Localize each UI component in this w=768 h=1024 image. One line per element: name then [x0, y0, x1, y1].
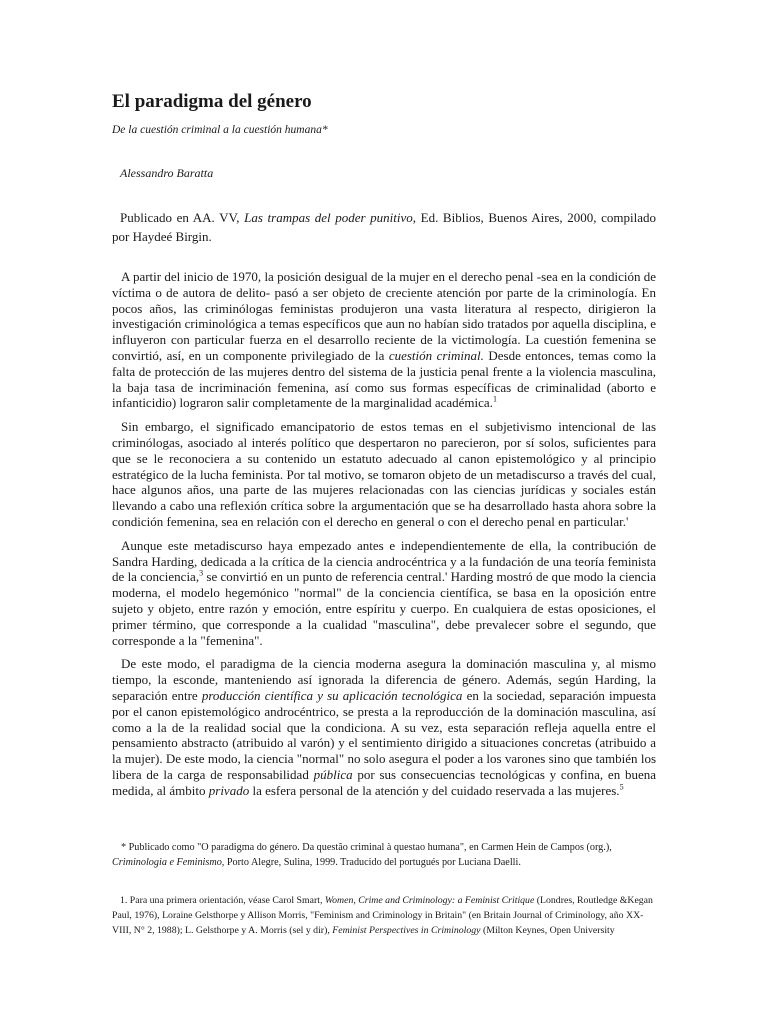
footnote-marker: 3	[199, 569, 204, 579]
emphasis-text: cuestión criminal.	[388, 347, 484, 363]
asterisk-footnote	[112, 840, 656, 870]
page-title: El paradigma del género	[112, 91, 312, 112]
reference-text: (Londres, Routledge &Kegan Paul, 1976), Loraine Gelsthorpe y Allison Morris, "Feminism and Criminology in Britain" (en Britain Journal of Criminology, año XX-VIII, N° 2, 1988); L. Gelsthorpe y A. Morris (sel y dir),	[112, 895, 653, 936]
body-text	[112, 269, 656, 807]
author-name: Alessandro Baratta	[120, 166, 214, 180]
paragraph-text: en la sociedad, separación impuesta por el canon epistemológico androcéntrico, se presta a la reproducción de la dominación masculina, así como a la de la realidad social que la condiciona. A su vez, esta separación refleja aquella entre el pensamiento abstracto (atribuido al varón) y el sentimiento dirigido a situaciones concretas (atribuido a la mujer). De este modo, la ciencia "normal" no solo asegura el poder a los varones sino que también los libera de la carga de responsabilidad	[112, 687, 656, 782]
paragraph-1	[112, 269, 656, 411]
publication-book-title: Las trampas del poder punitivo,	[244, 210, 417, 225]
publication-note-text: Ed. Biblios, Buenos Aires, 2000, compilado por Haydeé Birgin.	[112, 210, 656, 244]
page-subtitle: De la cuestión criminal a la cuestión humana*	[112, 124, 328, 136]
paragraph-2: Sin embargo, el significado emancipatorio de estos temas en el subjetivismo intencional de las criminólogas, asociado al interés político que despertaron no parecieron, por sí solos, suficientes para que se le reconociera a su contenido un estatuto adecuado al canon epistemológico y al principio estratégico de la lucha feminista. Por tal motivo, se tomaron objeto de un metadiscurso a través del cual, hace algunos años, una parte de las mujeres relacionadas con las ciencias jurídicas y sociales están llevando a cabo una reflexión crítica sobre la argumentación que se ha desarrollado hasta ahora sobre la condición femenina, sea en relación con el derecho en general o con el derecho penal en particular.'	[112, 419, 656, 529]
paragraph-text: se convirtió en un punto de referencia central.' Harding mostró de que modo la ciencia moderna, el modelo hegemónico "normal" de la conciencia científica, se basa en la oposición entre sujeto y objeto, entre razón y emoción, entre espíritu y cuerpo. En cualquiera de estas oposiciones, el primer término, que corresponde a la cualidad "masculina", debe prevalecer sobre el segundo, que corresponde a la "femenina".	[112, 569, 656, 648]
paragraph-text: Aunque este metadiscurso haya empezado antes e independientemente de ella, la contribución de Sandra Harding, dedicada a la crítica de la ciencia androcéntrica y a la fundación de una teoría feminista de la conciencia,	[112, 537, 656, 585]
footnote-marker: 1	[492, 395, 497, 405]
paragraph-text: Desde entonces, temas como la falta de protección de las mujeres dentro del sistema de la justicia penal frente a la violencia masculina, la baja tasa de incriminación femenina, así como sus formas específicas de criminalidad (aborto e infanticidio) lograron salir completamente de la marginalidad académica.	[112, 347, 656, 411]
reference-title: Feminist Perspectives in Criminology	[332, 925, 481, 936]
paragraph-text: De este modo, el paradigma de la ciencia moderna asegura la dominación masculina y, al mismo tiempo, la esconde, manteniendo así ignorada la diferencia de género. Además, según Harding, la separación entre	[112, 656, 656, 703]
footnote-text: Porto Alegre, Sulina, 1999. Traducido del portugués por Luciana Daelli.	[224, 857, 521, 868]
emphasis-text: pública	[313, 766, 353, 782]
footnote-book-title: Criminologia e Feminismo,	[112, 857, 225, 868]
emphasis-text: producción científica y su aplicación tecnológica	[201, 687, 463, 703]
publication-note-text: Publicado en AA. VV,	[120, 210, 245, 225]
reference-title: Women, Crime and Criminology: a Feminist Critique	[324, 895, 535, 906]
emphasis-text: privado	[208, 782, 250, 798]
paragraph-4	[112, 656, 656, 798]
references-footnote	[112, 893, 656, 938]
paragraph-3	[112, 538, 656, 649]
paragraph-text: por sus consecuencias tecnológicas y confina, en buena medida, al ámbito	[112, 766, 656, 798]
reference-text: (Milton Keynes, Open University	[480, 925, 615, 936]
reference-text: 1. Para una primera orientación, véase Carol Smart,	[120, 895, 325, 906]
publication-note	[112, 208, 656, 246]
paragraph-text: A partir del inicio de 1970, la posición desigual de la mujer en el derecho penal -sea en la condición de víctima o de autora de delito- pasó a ser objeto de creciente atención por parte de la criminología. En pocos años, las criminólogas feministas produjeron una vasta literatura al respecto, dirigieron la investigación criminológica a temas específicos que aun no habían sido tratados por aquella disciplina, e influyeron con particular fuerza en el desarrollo reciente de la victimología. La cuestión femenina se convirtió, así, en un componente privilegiado de la	[112, 269, 656, 363]
footnote-text: * Publicado como "O paradigma do género. Da questão criminal à questao humana", en Carmen Hein de Campos (org.),	[121, 842, 612, 853]
paragraph-text: la esfera personal de la atención y del cuidado reservada a las mujeres.	[249, 782, 620, 798]
footnote-marker: 5	[619, 782, 624, 792]
